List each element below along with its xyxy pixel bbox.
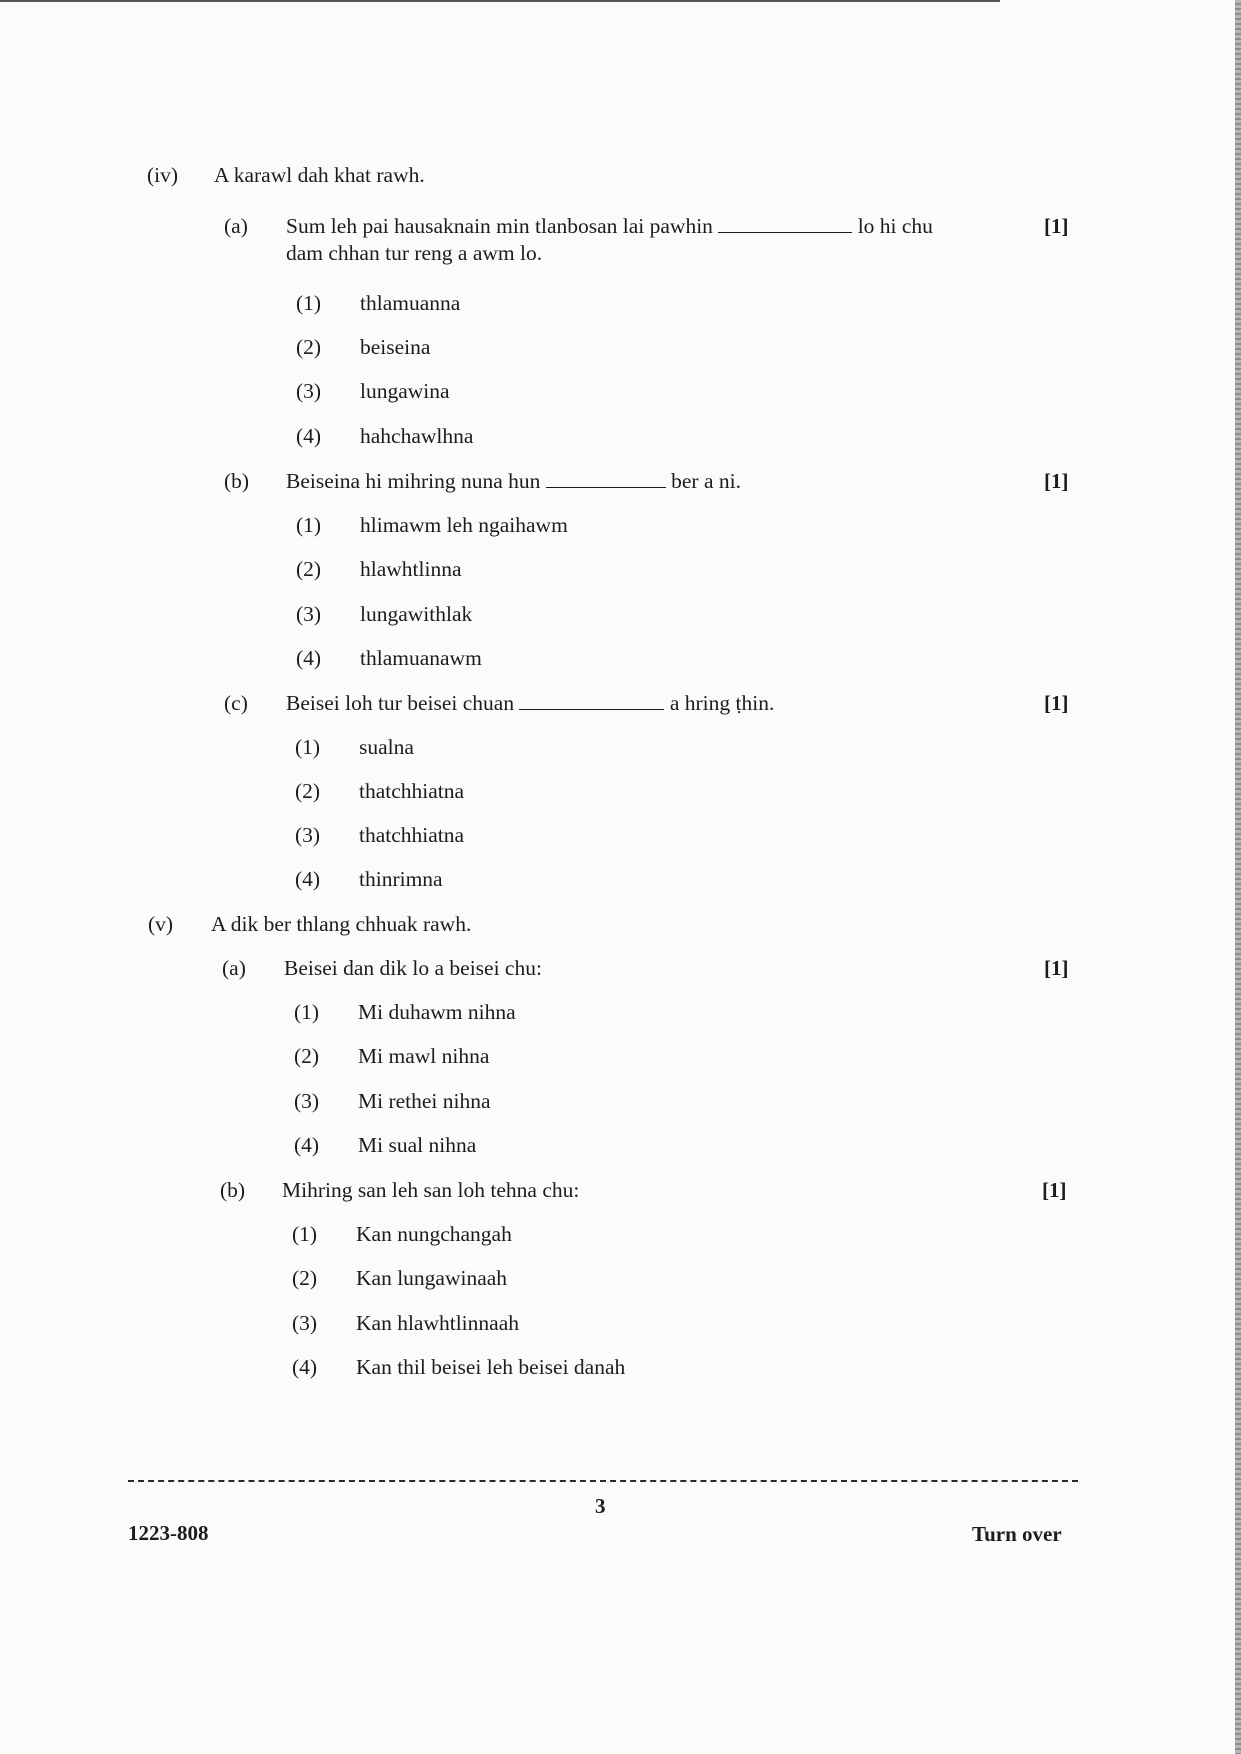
part-question xyxy=(286,468,741,494)
option-text: Mi sual nihna xyxy=(358,1133,477,1157)
option-number: (2) xyxy=(295,779,321,803)
option-number: (4) xyxy=(294,1133,320,1157)
option-text: Kan hlawhtlinnaah xyxy=(356,1311,519,1335)
option-number: (3) xyxy=(296,602,322,626)
marks: [1] xyxy=(1042,1178,1067,1202)
option-text: thlamuanna xyxy=(360,291,461,315)
option-number: (2) xyxy=(292,1266,318,1290)
option-number: (2) xyxy=(296,335,322,359)
option-text: thatchhiatna xyxy=(359,779,465,803)
question-text-line2: dam chhan tur reng a awm lo. xyxy=(286,241,543,265)
part-label: (a) xyxy=(222,956,246,980)
option-text: Mi rethei nihna xyxy=(358,1089,491,1113)
footer-divider xyxy=(128,1480,1078,1482)
question-text: Beisei loh tur beisei chuan xyxy=(286,691,515,715)
option-text: thinrimna xyxy=(359,867,443,891)
option-text: hahchawlhna xyxy=(360,424,474,448)
option-text: lungawithlak xyxy=(360,602,473,626)
question-text: lo hi chu xyxy=(857,214,933,238)
option-number: (1) xyxy=(294,1000,320,1024)
option-number: (4) xyxy=(295,867,321,891)
part-label: (b) xyxy=(224,469,250,493)
option-text: Mi mawl nihna xyxy=(358,1044,490,1068)
option-number: (1) xyxy=(292,1222,318,1246)
option-text: hlimawm leh ngaihawm xyxy=(360,513,568,537)
question-text: Beisei dan dik lo a beisei chu: xyxy=(284,956,542,980)
option-number: (1) xyxy=(296,513,322,537)
question-number-v: (v) xyxy=(148,912,174,936)
paper-code: 1223-808 xyxy=(128,1521,209,1545)
option-number: (3) xyxy=(292,1311,318,1335)
option-text: hlawhtlinna xyxy=(360,557,462,581)
part-question xyxy=(286,690,774,716)
page-number: 3 xyxy=(595,1494,606,1518)
option-text: Kan nungchangah xyxy=(356,1222,512,1246)
scan-top-edge xyxy=(0,0,1000,2)
answer-blank xyxy=(546,469,666,488)
marks: [1] xyxy=(1044,214,1069,238)
option-number: (2) xyxy=(294,1044,320,1068)
marks: [1] xyxy=(1044,691,1069,715)
question-text: a hring ṭhin. xyxy=(669,691,775,715)
question-text: Sum leh pai hausaknain min tlanbosan lai pawhin xyxy=(286,214,713,238)
option-number: (4) xyxy=(296,646,322,670)
part-label: (b) xyxy=(220,1178,246,1202)
option-text: Kan thil beisei leh beisei danah xyxy=(356,1355,626,1379)
part-label: (a) xyxy=(224,214,248,238)
question-stem-v: A dik ber thlang chhuak rawh. xyxy=(211,912,472,936)
answer-blank xyxy=(718,214,852,233)
option-text: thatchhiatna xyxy=(359,823,465,847)
option-text: thlamuanawm xyxy=(360,646,482,670)
marks: [1] xyxy=(1044,956,1069,980)
question-text: Mihring san leh san loh tehna chu: xyxy=(282,1178,580,1202)
question-stem-iv: A karawl dah khat rawh. xyxy=(214,163,425,187)
option-text: Kan lungawinaah xyxy=(356,1266,508,1290)
part-question xyxy=(286,213,933,239)
option-text: beiseina xyxy=(360,335,431,359)
option-number: (4) xyxy=(292,1355,318,1379)
option-number: (1) xyxy=(295,735,321,759)
option-text: Mi duhawm nihna xyxy=(358,1000,516,1024)
option-number: (2) xyxy=(296,557,322,581)
option-number: (4) xyxy=(296,424,322,448)
option-text: sualna xyxy=(359,735,414,759)
option-number: (3) xyxy=(294,1089,320,1113)
option-number: (3) xyxy=(295,823,321,847)
question-text: ber a ni. xyxy=(671,469,741,493)
part-label: (c) xyxy=(224,691,248,715)
scan-right-edge xyxy=(1235,0,1241,1754)
option-number: (3) xyxy=(296,379,322,403)
marks: [1] xyxy=(1044,469,1069,493)
answer-blank xyxy=(519,691,664,710)
question-text: Beiseina hi mihring nuna hun xyxy=(286,469,541,493)
question-number-iv: (iv) xyxy=(147,163,179,187)
option-number: (1) xyxy=(296,291,322,315)
option-text: lungawina xyxy=(360,379,450,403)
turn-over-label: Turn over xyxy=(972,1522,1062,1546)
